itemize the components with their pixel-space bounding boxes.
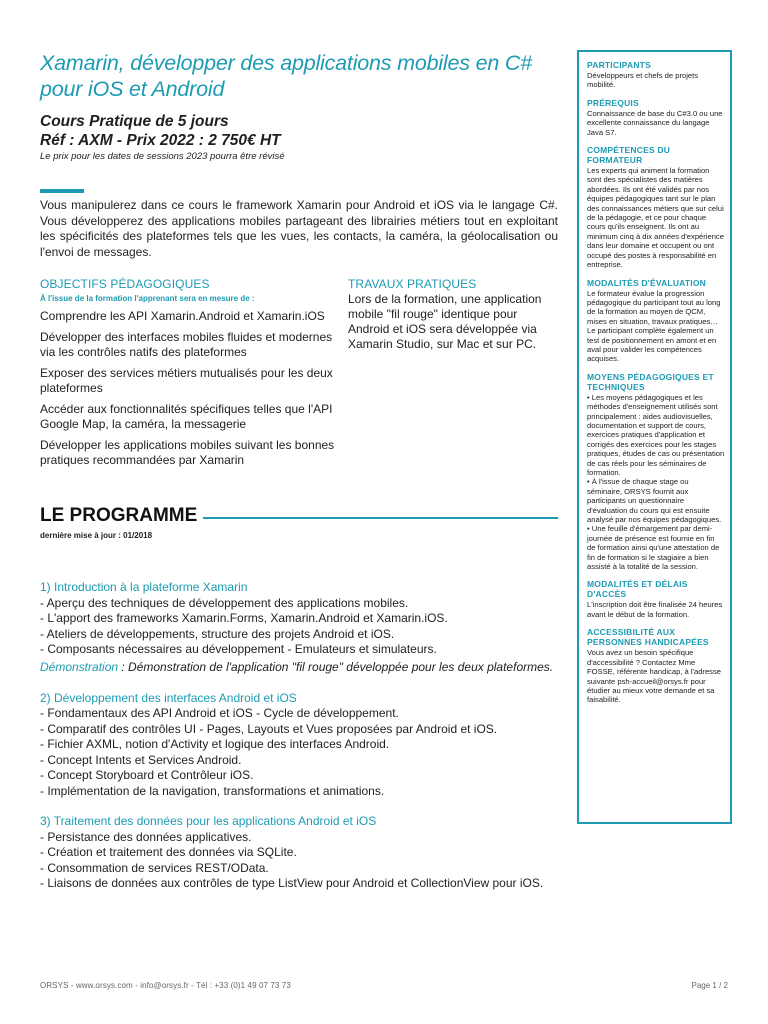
page-footer — [40, 981, 728, 990]
objectives-and-practical — [40, 277, 558, 468]
course-reference: Réf : AXM - Prix 2022 : 2 750€ HT — [40, 132, 281, 149]
course-title: Xamarin, développer des applications mobiles en C# pour iOS et Android — [40, 51, 532, 101]
sidebar-heading: MOYENS PÉDAGOGIQUES ET TECHNIQUES — [587, 371, 714, 392]
main-column — [40, 50, 558, 892]
last-update: dernière mise à jour : 01/2018 — [40, 531, 153, 540]
sidebar-trainer-skills — [587, 145, 725, 269]
sidebar-body: Connaissance de base du C#3.0 ou une excellente connaissance du langage Java S7. — [587, 108, 723, 137]
sidebar-heading: PRÉREQUIS — [587, 97, 639, 108]
programme-module-1 — [40, 580, 558, 676]
objective-item: Comprendre les API Xamarin.Android et Xamarin.iOS — [40, 309, 325, 323]
programme-rule — [203, 517, 558, 519]
module-line: - Composants nécessaires au développement - Emulateurs et simulateurs. — [40, 642, 437, 656]
sidebar-heading: COMPÉTENCES DU FORMATEUR — [587, 145, 671, 166]
accent-divider — [40, 189, 84, 193]
programme-title: LE PROGRAMME — [40, 505, 198, 526]
sidebar-body: Les experts qui animent la formation sont des spécialistes des matières abordées. Ils ont été validés par nos équipes pédagogiques tant sur le plan des connaissances métiers que sur celui de la pédagogie, et ce pour chaque cours qu'ils enseignent. Ils ont au minimum cinq à dix années d'expérience dans leur domaine et occupent ou ont occupé des postes à responsabilité en entreprise. — [587, 166, 724, 270]
info-sidebar — [577, 50, 732, 824]
programme-module-3 — [40, 814, 558, 892]
module-line: - Création et traitement des données via SQLite. — [40, 845, 297, 859]
objectives-heading: OBJECTIFS PÉDAGOGIQUES — [40, 277, 210, 291]
course-subtitle: Cours Pratique de 5 jours — [40, 113, 229, 130]
module-line: - Persistance des données applicatives. — [40, 829, 252, 844]
objective-item: Accéder aux fonctionnalités spécifiques telles que l'API Google Map, la caméra, la messagerie — [40, 402, 333, 431]
programme-header — [40, 505, 558, 527]
practical-heading: TRAVAUX PRATIQUES — [348, 277, 477, 291]
sidebar-access — [587, 579, 725, 619]
sidebar-heading: MODALITÉS ET DÉLAIS D'ACCÈS — [587, 579, 688, 600]
sidebar-heading: PARTICIPANTS — [587, 60, 651, 70]
sidebar-prerequisites — [587, 98, 725, 137]
intro-paragraph: Vous manipulerez dans ce cours le framework Xamarin pour Android et iOS via le langage C#. Vous développerez des applications mobiles partageant des librairies métiers tout en exploitant les spécificités des plateformes tels que les vues, les contacts, la caméra, la géolocalisation ou l'envoi de messages. — [40, 198, 558, 259]
sidebar-body: • Les moyens pédagogiques et les méthodes d'enseignement utilisés sont principalement : aides audiovisuelles, documentation et support de cours, exercices pratiques d'application et corrigés des exercices pour les stages pratiques, études de cas ou présentation de cas réels pour les séminaires de formation. • À l'issue de chaque stage ou séminaire, ORSYS fournit aux participants un questionnaire d'évaluation du cours qui est ensuite analysé par nos équipes pédagogiques. • Une feuille d'émargement par demi-journée de présence est fournie en fin de formation ainsi qu'une attestation de fin de formation si le stagiaire a bien assisté à la totalité de la session. — [587, 392, 725, 572]
sidebar-heading: ACCESSIBILITÉ AUX PERSONNES HANDICAPÉES — [587, 627, 709, 648]
sidebar-body: L'inscription doit être finalisée 24 heures avant le début de la formation. — [587, 600, 723, 619]
footer-contact: ORSYS - www.orsys.com - info@orsys.fr - Tél : +33 (0)1 49 07 73 73 — [40, 981, 291, 990]
module-line: - Ateliers de développements, structure des projets Android et iOS. — [40, 626, 395, 641]
objective-item: Développer les applications mobiles suivant les bonnes pratiques recommandées par Xamarin — [40, 438, 335, 467]
demonstration-text: : Démonstration de l'application "fil rouge" développée pour les deux plateformes. — [118, 659, 554, 674]
sidebar-evaluation — [587, 278, 725, 364]
module-line: - Concept Intents et Services Android. — [40, 752, 242, 767]
module-line: - Concept Storyboard et Contrôleur iOS. — [40, 768, 254, 782]
module-line: - L'apport des frameworks Xamarin.Forms, Xamarin.Android et Xamarin.iOS. — [40, 611, 448, 625]
module-title: 3) Traitement des données pour les applications Android et iOS — [40, 814, 377, 828]
sidebar-teaching-means — [587, 372, 725, 572]
objectives-section — [40, 277, 340, 468]
objectives-subheading: À l'issue de la formation l'apprenant sera en mesure de : — [40, 294, 255, 303]
practical-text: Lors de la formation, une application mobile "fil rouge" identique pour Android et iOS sera développée via Xamarin Studio, sur Mac et sur PC. — [348, 292, 542, 351]
module-title: 2) Développement des interfaces Android et iOS — [40, 690, 297, 705]
sidebar-heading: MODALITÉS D'ÉVALUATION — [587, 277, 706, 288]
objective-item: Exposer des services métiers mutualisés pour les deux plateformes — [40, 366, 333, 395]
sidebar-participants — [587, 60, 725, 90]
practical-section — [348, 277, 558, 468]
sidebar-accessibility — [587, 627, 725, 704]
module-demonstration — [40, 658, 558, 676]
module-line: - Consommation de services REST/OData. — [40, 860, 269, 875]
module-line: - Liaisons de données aux contrôles de type ListView pour Android et CollectionView pour iOS. — [40, 876, 544, 890]
price-note: Le prix pour les dates de sessions 2023 pourra être révisé — [40, 151, 285, 162]
module-line: - Comparatif des contrôles UI - Pages, Layouts et Vues proposées par Android et iOS. — [40, 721, 498, 736]
module-line: - Fondamentaux des API Android et iOS - Cycle de développement. — [40, 706, 399, 720]
sidebar-body: Vous avez un besoin spécifique d'accessibilité ? Contactez Mme FOSSE, référente handicap, à l'adresse suivante psh-accueil@orsys.fr pour étudier au mieux votre demande et sa faisabilité. — [587, 648, 721, 705]
objective-item: Développer des interfaces mobiles fluides et modernes via les contrôles natifs des plateformes — [40, 330, 333, 359]
module-line: - Implémentation de la navigation, transformations et animations. — [40, 783, 385, 798]
page-number: Page 1 / 2 — [691, 981, 728, 990]
module-line: - Aperçu des techniques de développement des applications mobiles. — [40, 595, 409, 610]
module-line: - Fichier AXML, notion d'Activity et logique des interfaces Android. — [40, 737, 390, 751]
programme-module-2 — [40, 691, 558, 800]
sidebar-body: Développeurs et chefs de projets mobilité. — [587, 71, 699, 90]
demonstration-label: Démonstration — [40, 659, 119, 674]
module-title: 1) Introduction à la plateforme Xamarin — [40, 580, 248, 594]
sidebar-body: Le formateur évalue la progression pédagogique du participant tout au long de la formation au moyen de QCM, mises en situation, travaux pratiques… Le participant complète également un test de positionnement en amont et en aval pour valider les compétences acquises. — [587, 288, 721, 364]
